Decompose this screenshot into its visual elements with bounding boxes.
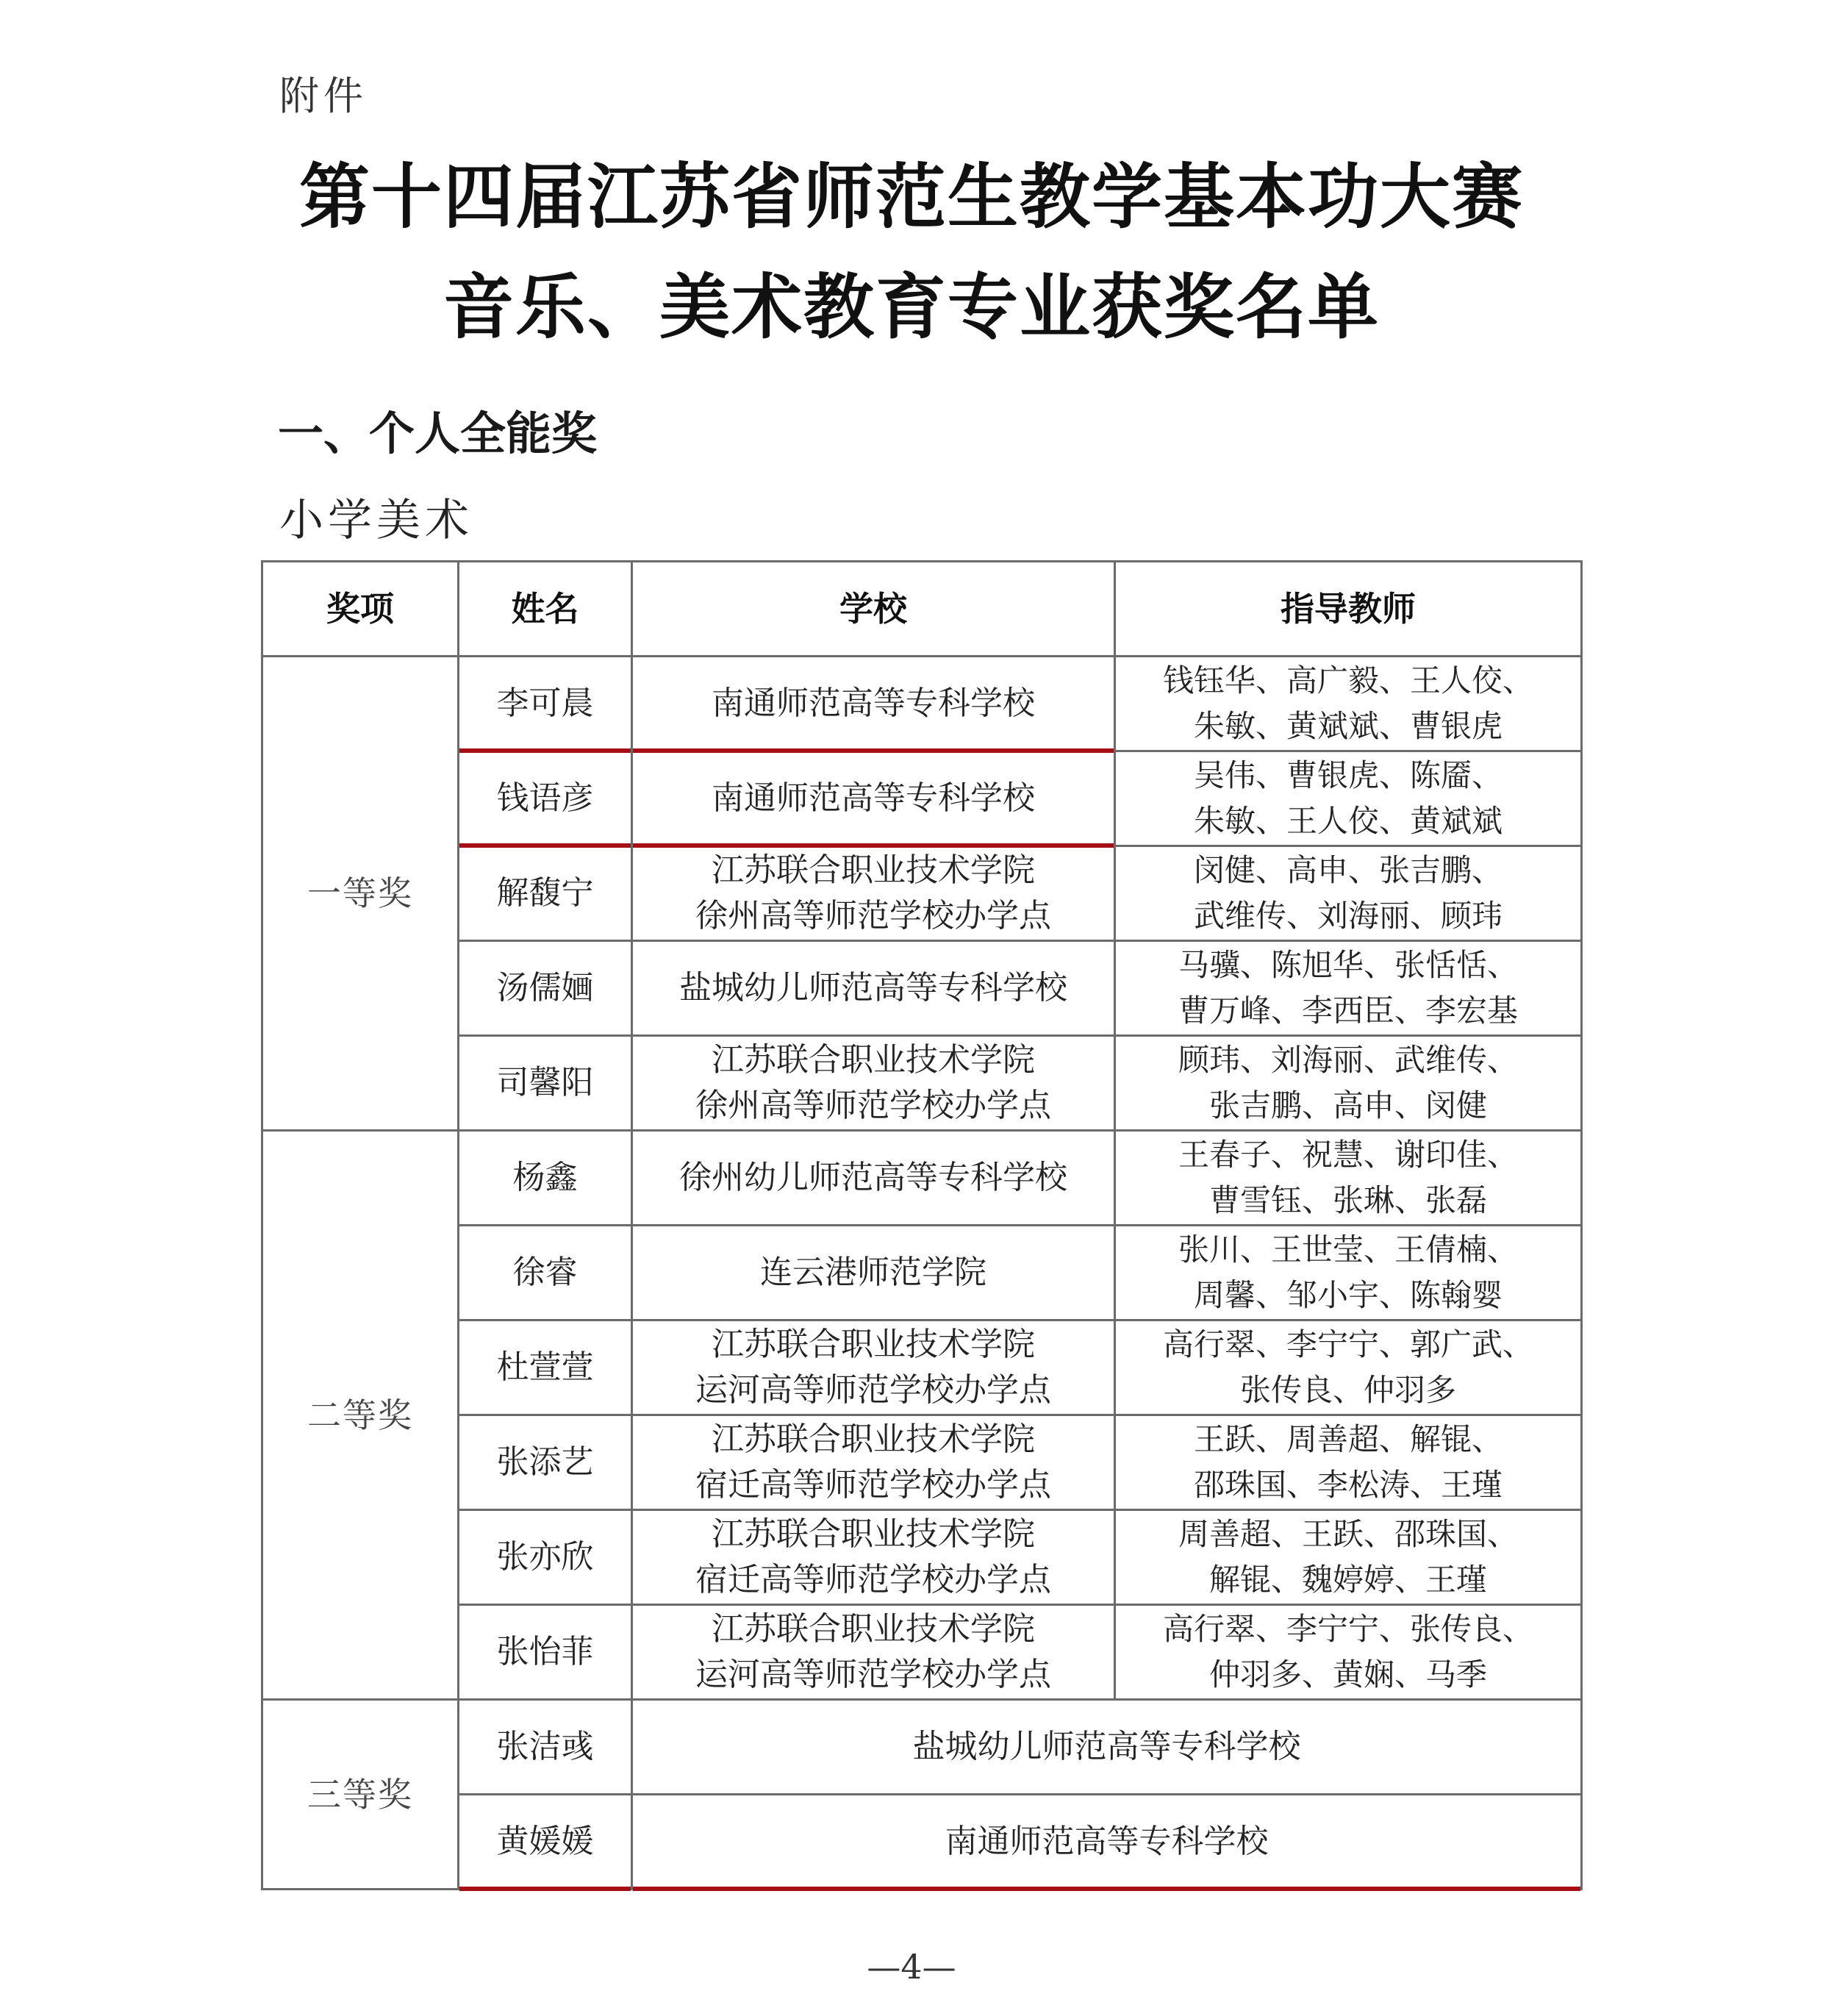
school-cell (632, 1700, 1582, 1795)
prize-cell: 三等奖 (262, 1700, 459, 1890)
teacher-line: 王跃、周善超、解锟、 (1193, 1421, 1503, 1457)
school-cell (632, 1510, 1115, 1605)
school-line: 江苏联合职业技术学院 (712, 851, 1035, 889)
student-name: 张添艺 (459, 1415, 632, 1510)
school-line: 盐城幼儿师范高等专科学校 (679, 969, 1067, 1007)
section-heading: 一、个人全能奖 (278, 407, 598, 460)
table-row (262, 1510, 1582, 1605)
school-line: 宿迁高等师范学校办学点 (695, 1561, 1051, 1598)
school-cell (632, 941, 1115, 1036)
table-row (262, 1605, 1582, 1700)
teacher-line: 解锟、魏婷婷、王瑾 (1208, 1562, 1487, 1598)
table-row (262, 1036, 1582, 1131)
teacher-line: 钱钰华、高广毅、王人佼、 (1162, 662, 1533, 698)
teacher-line: 朱敏、王人佼、黄斌斌 (1193, 803, 1503, 839)
document-title: 第十四届江苏省师范生教学基本功大赛 (299, 155, 1524, 238)
teacher-line: 马骥、陈旭华、张恬恬、 (1178, 947, 1518, 983)
table-row (262, 1131, 1582, 1226)
header-teachers: 指导教师 (1115, 562, 1582, 657)
teacher-line: 顾玮、刘海丽、武维传、 (1178, 1042, 1518, 1078)
school-line: 宿迁高等师范学校办学点 (695, 1466, 1051, 1504)
school-line: 徐州高等师范学校办学点 (695, 1087, 1051, 1124)
student-name: 张亦欣 (459, 1510, 632, 1605)
student-name: 黄媛媛 (459, 1795, 632, 1890)
school-line: 南通师范高等专科学校 (712, 779, 1035, 817)
teacher-line: 周馨、邹小宇、陈翰婴 (1193, 1277, 1503, 1313)
teachers-cell (1115, 1320, 1582, 1415)
teachers-cell (1115, 751, 1582, 846)
teachers-cell (1115, 846, 1582, 941)
school-cell (632, 1605, 1115, 1700)
school-cell (632, 1226, 1115, 1320)
teachers-cell (1115, 657, 1582, 751)
school-name: 盐城幼儿师范高等专科学校 (912, 1728, 1301, 1765)
teacher-line: 仲羽多、黄娴、马季 (1208, 1656, 1487, 1692)
school-cell (632, 1131, 1115, 1226)
table-body (262, 657, 1582, 1890)
teacher-line: 曹万峰、李西臣、李宏基 (1178, 993, 1518, 1029)
table-row (262, 1700, 1582, 1795)
school-cell (632, 846, 1115, 941)
school-cell (632, 1415, 1115, 1510)
table-row (262, 1320, 1582, 1415)
teachers-cell (1115, 941, 1582, 1036)
header-school: 学校 (632, 562, 1115, 657)
teacher-line: 王春子、祝慧、谢印佳、 (1178, 1137, 1518, 1173)
teachers-cell (1115, 1510, 1582, 1605)
school-line: 连云港师范学院 (760, 1254, 986, 1291)
table-row (262, 1795, 1582, 1890)
school-name: 南通师范高等专科学校 (945, 1823, 1269, 1860)
teacher-line: 张吉鹏、高申、闵健 (1208, 1087, 1487, 1123)
teachers-cell (1115, 1226, 1582, 1320)
student-name: 张怡菲 (459, 1605, 632, 1700)
school-cell (632, 751, 1115, 846)
table-header-row (262, 562, 1582, 657)
table-row (262, 751, 1582, 846)
student-name: 司馨阳 (459, 1036, 632, 1131)
teacher-line: 张传良、仲羽多 (1239, 1372, 1456, 1408)
teacher-line: 武维传、刘海丽、顾玮 (1193, 898, 1503, 934)
header-prize: 奖项 (262, 562, 459, 657)
school-line: 江苏联合职业技术学院 (712, 1326, 1035, 1363)
prize-cell: 一等奖 (262, 657, 459, 1131)
attachment-label: 附件 (279, 73, 368, 119)
student-name: 解馥宁 (459, 846, 632, 941)
school-line: 运河高等师范学校办学点 (695, 1656, 1051, 1693)
teacher-line: 周善超、王跃、邵珠国、 (1178, 1516, 1518, 1552)
student-name: 杨鑫 (459, 1131, 632, 1226)
teacher-line: 朱敏、黄斌斌、曹银虎 (1193, 708, 1503, 744)
student-name: 李可晨 (459, 657, 632, 751)
school-cell (632, 1320, 1115, 1415)
school-line: 江苏联合职业技术学院 (712, 1041, 1035, 1079)
student-name: 张洁彧 (459, 1700, 632, 1795)
teacher-line: 邵珠国、李松涛、王瑾 (1193, 1467, 1503, 1503)
table-row (262, 1415, 1582, 1510)
table-row (262, 657, 1582, 751)
teacher-line: 张川、王世莹、王倩楠、 (1178, 1232, 1518, 1268)
header-name: 姓名 (459, 562, 632, 657)
subsection-heading: 小学美术 (279, 495, 473, 546)
teachers-cell (1115, 1605, 1582, 1700)
teachers-cell (1115, 1131, 1582, 1226)
teacher-line: 高行翠、李宁宁、郭广武、 (1162, 1326, 1533, 1362)
teacher-line: 曹雪钰、张琳、张磊 (1208, 1182, 1487, 1218)
school-line: 运河高等师范学校办学点 (695, 1371, 1051, 1409)
award-table (261, 560, 1583, 1890)
school-cell (632, 1795, 1582, 1890)
table-row (262, 941, 1582, 1036)
school-line: 江苏联合职业技术学院 (712, 1420, 1035, 1458)
teachers-cell (1115, 1415, 1582, 1510)
teacher-line: 吴伟、曹银虎、陈靥、 (1193, 757, 1503, 793)
student-name: 杜萱萱 (459, 1320, 632, 1415)
teacher-line: 闵健、高申、张吉鹏、 (1193, 852, 1503, 888)
student-name: 钱语彦 (459, 751, 632, 846)
teachers-cell (1115, 1036, 1582, 1131)
table-row (262, 1226, 1582, 1320)
school-line: 徐州高等师范学校办学点 (695, 897, 1051, 934)
page-number: —4— (867, 1947, 956, 1987)
school-cell (632, 1036, 1115, 1131)
school-line: 江苏联合职业技术学院 (712, 1515, 1035, 1553)
school-line: 南通师范高等专科学校 (712, 684, 1035, 722)
document-subtitle: 音乐、美术教育专业获奖名单 (443, 265, 1380, 348)
student-name: 汤儒婳 (459, 941, 632, 1036)
school-line: 江苏联合职业技术学院 (712, 1610, 1035, 1648)
table-row (262, 846, 1582, 941)
school-cell (632, 657, 1115, 751)
teacher-line: 高行翠、李宁宁、张传良、 (1162, 1611, 1533, 1647)
prize-cell: 二等奖 (262, 1131, 459, 1700)
school-line: 徐州幼儿师范高等专科学校 (679, 1159, 1067, 1196)
student-name: 徐睿 (459, 1226, 632, 1320)
